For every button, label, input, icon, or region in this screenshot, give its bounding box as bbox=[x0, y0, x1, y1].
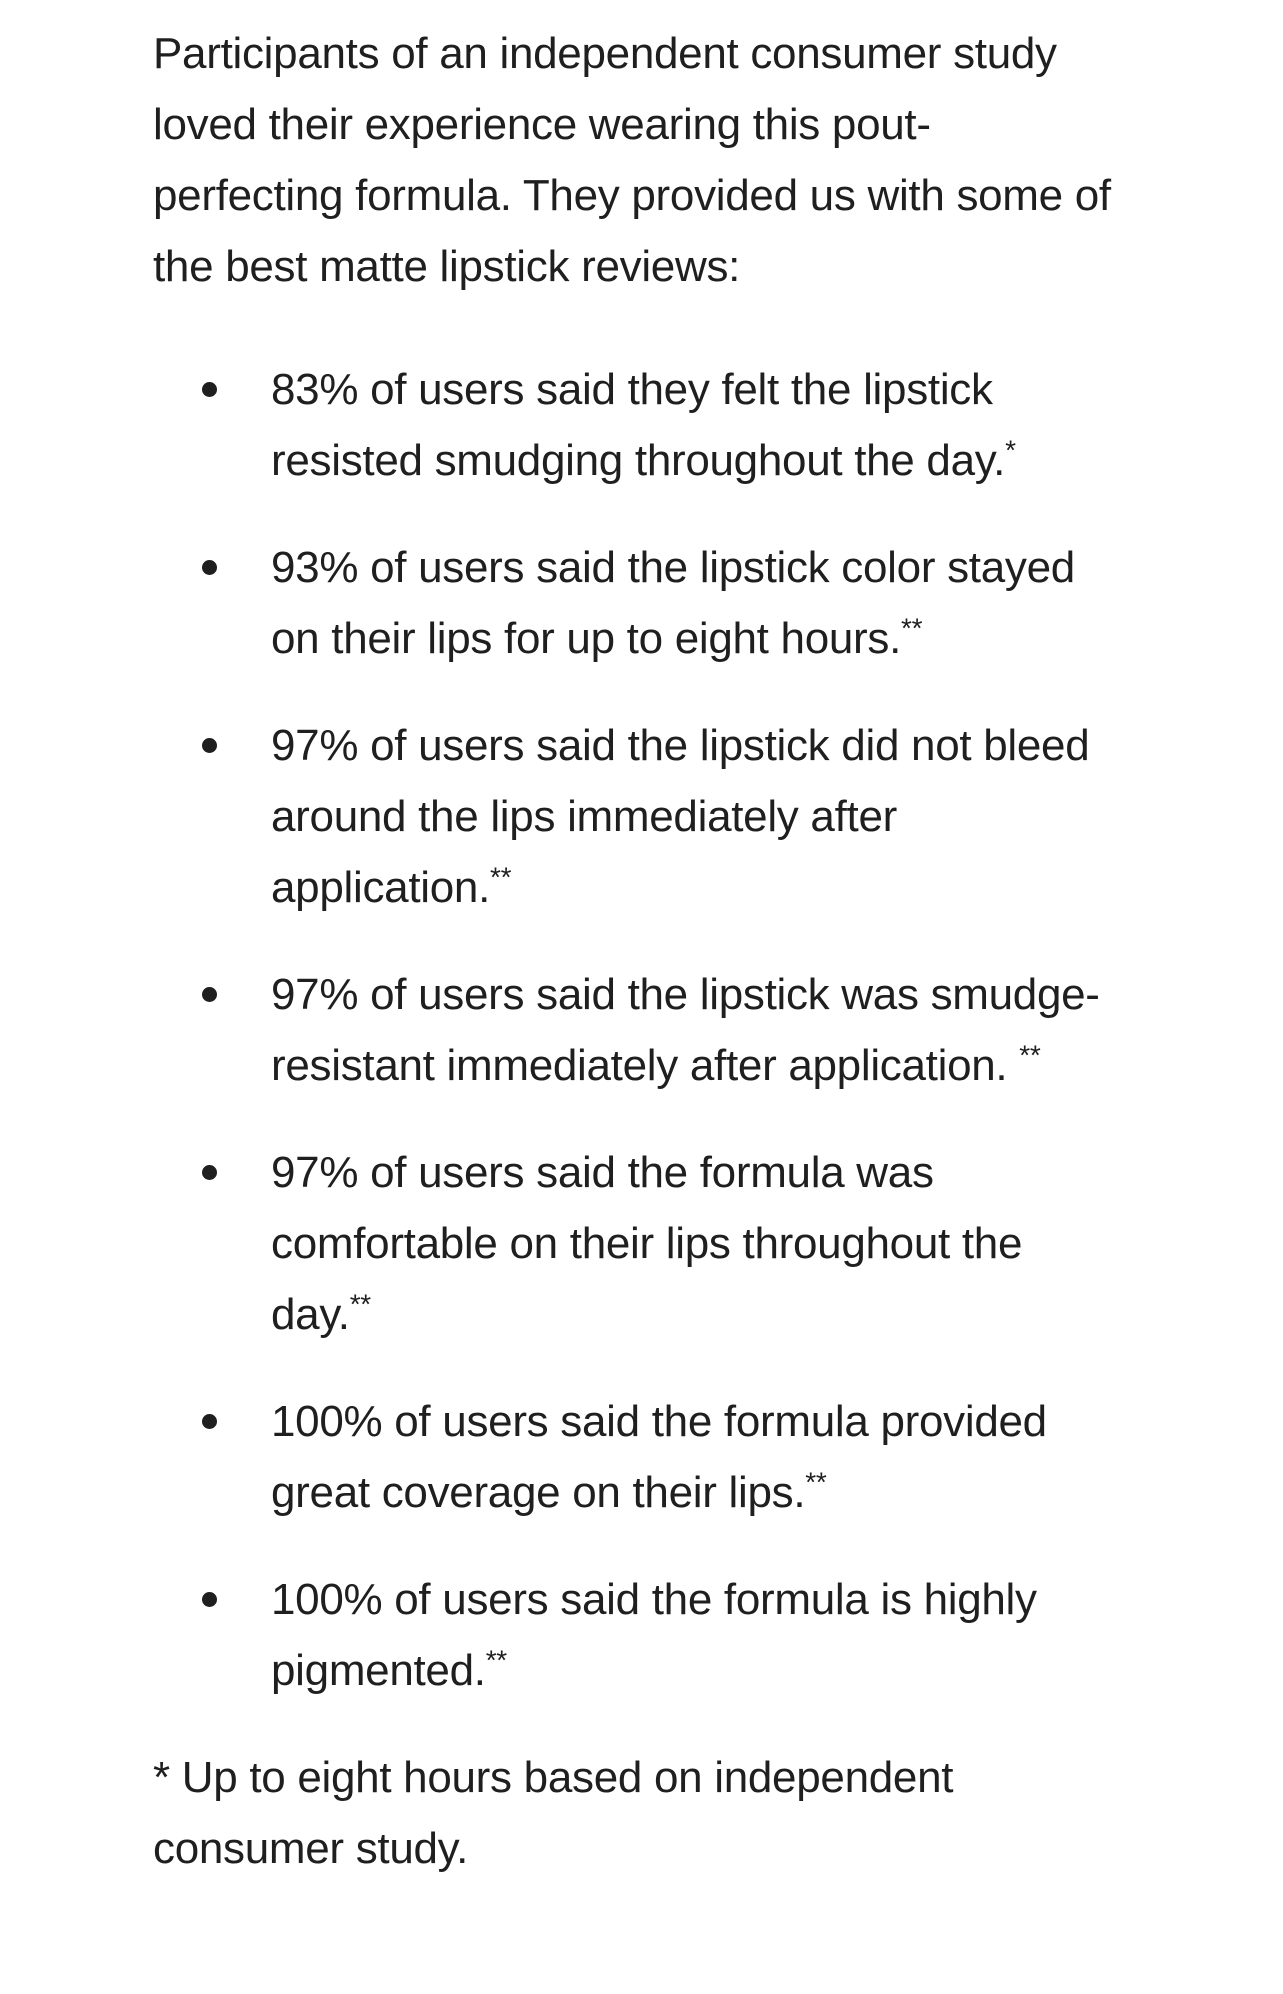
stat-text: 97% of users said the formula was comfortable on their lips throughout the day. bbox=[271, 1148, 1023, 1339]
bullet-icon bbox=[202, 1165, 217, 1180]
footnote: * Up to eight hours based on independent consumer study. bbox=[153, 1753, 954, 1873]
footnote-mark: ** bbox=[349, 1288, 371, 1320]
stat-text: 93% of users said the lipstick color stayed on their lips for up to eight hours. bbox=[271, 543, 1075, 663]
footnote-mark: ** bbox=[805, 1466, 827, 1498]
bullet-icon bbox=[202, 382, 217, 397]
list-item bbox=[271, 1137, 1111, 1350]
stat-text: 100% of users said the formula is highly pigmented. bbox=[271, 1575, 1037, 1695]
list-item bbox=[271, 710, 1111, 923]
footnote-mark: ** bbox=[901, 612, 923, 644]
footnote-mark: * bbox=[1005, 434, 1016, 466]
list-item bbox=[271, 532, 1111, 674]
stat-text: 97% of users said the lipstick was smudge-resistant immediately after application. bbox=[271, 970, 1100, 1090]
stat-text: 97% of users said the lipstick did not bleed around the lips immediately after application. bbox=[271, 721, 1090, 912]
bullet-icon bbox=[202, 987, 217, 1002]
list-item bbox=[271, 1386, 1111, 1528]
bullet-icon bbox=[202, 1414, 217, 1429]
bullet-icon bbox=[202, 738, 217, 753]
footnote-mark: ** bbox=[490, 861, 512, 893]
bullet-icon bbox=[202, 1592, 217, 1607]
list-item bbox=[271, 354, 1111, 496]
list-item bbox=[271, 959, 1111, 1101]
stats-list bbox=[153, 354, 1113, 1706]
footnote-mark: ** bbox=[1019, 1039, 1041, 1071]
list-item bbox=[271, 1564, 1111, 1706]
footnote-mark: ** bbox=[485, 1644, 507, 1676]
stat-text: 83% of users said they felt the lipstick resisted smudging throughout the day. bbox=[271, 365, 1006, 485]
stat-text: 100% of users said the formula provided great coverage on their lips. bbox=[271, 1397, 1047, 1517]
intro-paragraph: Participants of an independent consumer study loved their experience wearing this pout-perfecting formula. They provided us with some of the best matte lipstick reviews: bbox=[153, 29, 1111, 291]
article-body bbox=[153, 18, 1113, 1884]
bullet-icon bbox=[202, 560, 217, 575]
